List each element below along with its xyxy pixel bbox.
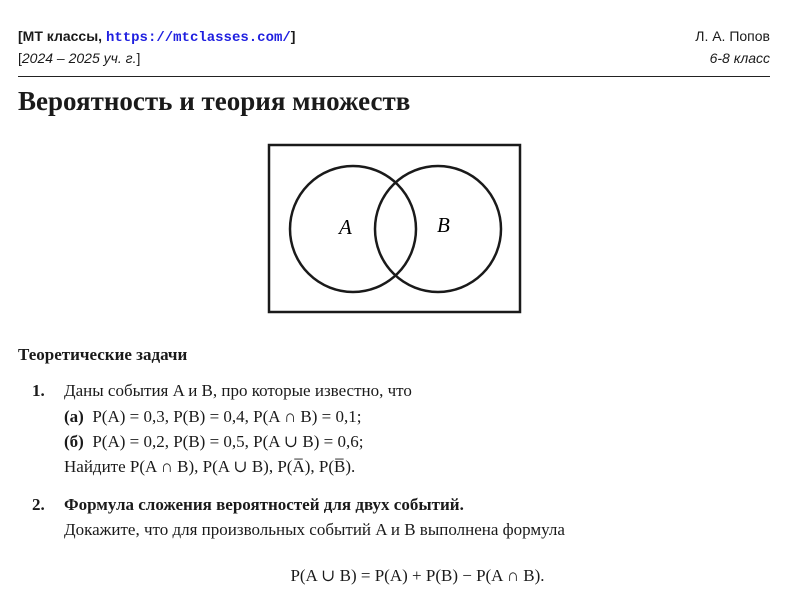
header-divider xyxy=(18,76,770,77)
part-b-text: P(A) = 0,2, P(B) = 0,5, P(A ∪ B) = 0,6; xyxy=(92,432,364,451)
academic-years xyxy=(18,50,140,66)
section-title: Теоретические задачи xyxy=(18,345,188,364)
org-prefix: [МТ классы, xyxy=(18,28,106,44)
problem-1-find: Найдите P(A ∩ B), P(A ∪ B), P(A̅), P(B̅). xyxy=(64,457,356,476)
venn-label-a: A xyxy=(339,215,352,239)
venn-circle-a xyxy=(290,166,416,292)
problem-1-part-a xyxy=(64,407,361,427)
venn-universe-rect xyxy=(269,145,520,312)
site-link[interactable]: https://mtclasses.com/ xyxy=(105,30,291,46)
part-a-label: (а) xyxy=(64,407,84,426)
problem-2-heading: Формула сложения вероятностей для двух событий. xyxy=(64,495,464,514)
page-title: Вероятность и теория множеств xyxy=(18,86,411,116)
org-suffix: ] xyxy=(290,28,296,44)
problem-1-part-b xyxy=(64,432,363,452)
venn-label-b: B xyxy=(437,213,450,237)
part-b-label: (б) xyxy=(64,432,84,451)
years-suffix: ] xyxy=(136,50,141,66)
years-prefix: [ xyxy=(18,50,22,66)
problem-1-intro: Даны события A и B, про которые известно, что xyxy=(64,381,412,400)
years-text: 2024 – 2025 уч. г. xyxy=(21,50,137,66)
grade-label: 6-8 класс xyxy=(709,50,770,66)
venn-diagram xyxy=(267,143,523,315)
problem-1-number: 1. xyxy=(32,381,45,400)
problem-2-number: 2. xyxy=(32,495,45,514)
problem-2-body: Докажите, что для произвольных событий A и B выполнена формула xyxy=(64,520,565,539)
addition-formula: P(A ∪ B) = P(A) + P(B) − P(A ∩ B). xyxy=(290,566,545,585)
part-a-text: P(A) = 0,3, P(B) = 0,4, P(A ∩ B) = 0,1; xyxy=(92,407,362,426)
org-label xyxy=(18,28,295,46)
author: Л. А. Попов xyxy=(695,28,770,44)
